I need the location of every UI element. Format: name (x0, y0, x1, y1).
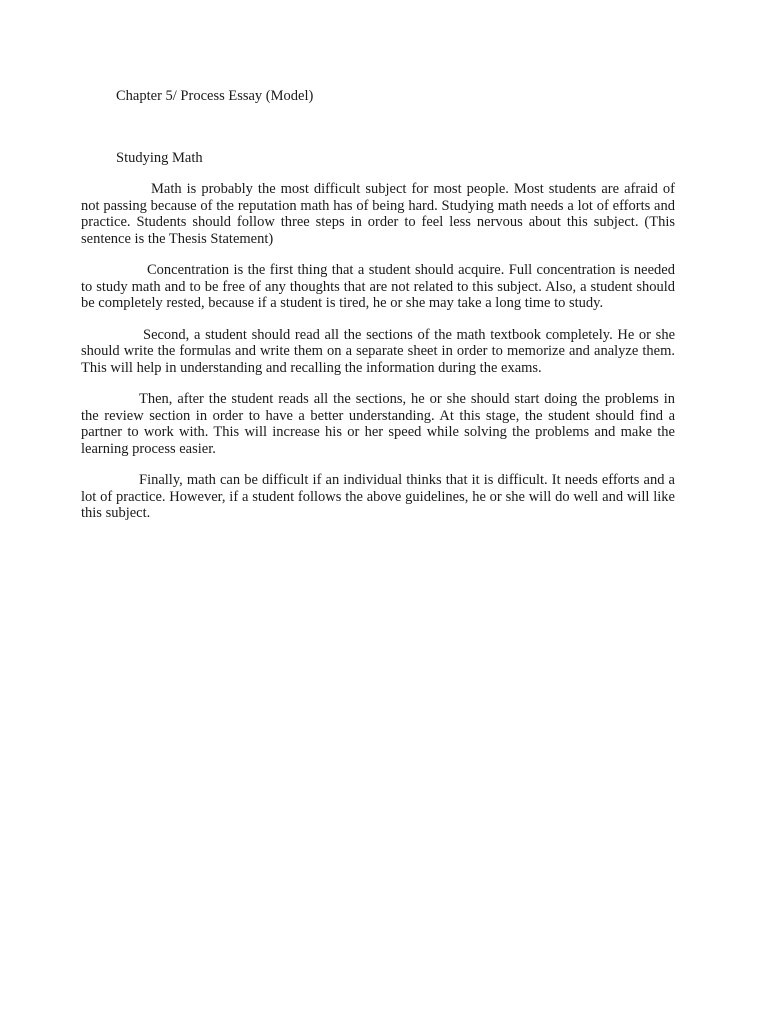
paragraph-conclusion: Finally, math can be difficult if an individual thinks that it is difficult. It needs efforts and a lot of practice. However, if a student follows the above guidelines, he or she will do well and will like this subject. (81, 472, 675, 521)
essay-body (81, 181, 675, 537)
paragraph-read-sections: Second, a student should read all the sections of the math textbook completely. He or she should write the formulas and write them on a separate sheet in order to memorize and analyze them. This will help in understanding and recalling the information during the exams. (81, 326, 675, 376)
paragraph-review-problems: Then, after the student reads all the sections, he or she should start doing the problems in the review section in order to have a better understanding. At this stage, the student should find a partner to work with. This will increase his or her speed while solving the problems and make the learning process easier. (81, 391, 675, 457)
essay-title: Studying Math (116, 150, 203, 166)
paragraph-concentration: Concentration is the first thing that a student should acquire. Full concentration is needed to study math and to be free of any thoughts that are not related to this subject. Also, a student should be completely rested, because if a student is tired, he or she may take a long time to study. (81, 262, 675, 311)
chapter-heading: Chapter 5/ Process Essay (Model) (116, 88, 314, 104)
paragraph-introduction: Math is probably the most difficult subject for most people. Most students are afraid of not passing because of the reputation math has of being hard. Studying math needs a lot of efforts and practice. Students should follow three steps in order to feel less nervous about this subject. (This sentence is the Thesis Statement) (81, 181, 675, 247)
